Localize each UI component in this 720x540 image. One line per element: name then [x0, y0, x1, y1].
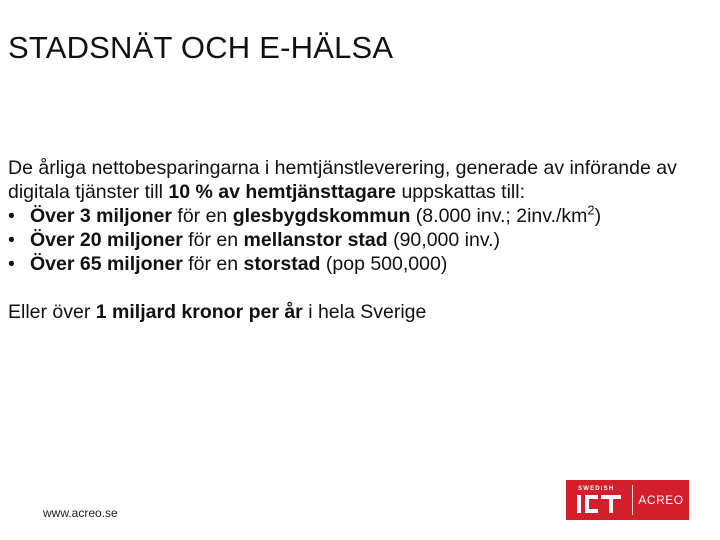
bullet-type: glesbygdskommun [232, 205, 411, 227]
logo-divider [632, 485, 633, 515]
bullet-detail: (pop 500,000) [320, 253, 448, 275]
bullet-type: storstad [243, 253, 321, 275]
bullet-dot: • [8, 229, 15, 251]
bullet-dot: • [8, 253, 15, 275]
logo-swedish-text: SWEDISH [578, 486, 615, 492]
spacer [8, 276, 708, 300]
bullet-amount: Över 65 miljoner [30, 253, 183, 275]
acreo-logo [566, 480, 689, 520]
intro-text-2: uppskattas till: [396, 181, 526, 203]
slide-body [8, 156, 708, 324]
bullet-amount: Över 20 miljoner [30, 229, 183, 251]
bullet-superscript: 2 [587, 202, 595, 218]
logo-acreo-text: ACREO [638, 493, 684, 507]
bullet-text: för en [171, 205, 233, 227]
ict-logo-icon [576, 494, 624, 514]
intro-bold: 10 % av hemtjänsttagare [168, 181, 397, 203]
intro-text-1: De årliga nettobesparingarna i hemtjänstleverering, generade av införande av digitala tjänster till [8, 157, 677, 203]
intro-paragraph [8, 156, 708, 204]
bullet-item [8, 252, 708, 276]
bullet-text: för en [182, 229, 244, 251]
bullet-detail-end: ) [594, 205, 602, 227]
summary-bold: 1 miljard kronor per år [95, 301, 303, 323]
bullet-type: mellanstor stad [243, 229, 388, 251]
slide-title: STADSNÄT OCH E-HÄLSA [8, 30, 394, 65]
bullet-list [8, 204, 708, 276]
bullet-detail: (90,000 inv.) [387, 229, 501, 251]
bullet-item [8, 204, 708, 228]
bullet-detail: (8.000 inv.; 2inv./km [410, 205, 588, 227]
summary-paragraph [8, 300, 708, 324]
bullet-text: för en [182, 253, 244, 275]
bullet-item [8, 228, 708, 252]
summary-text-2: i hela Sverige [302, 301, 427, 323]
summary-text-1: Eller över [8, 301, 96, 323]
bullet-amount: Över 3 miljoner [30, 205, 172, 227]
bullet-dot: • [8, 205, 15, 227]
footer-url[interactable]: www.acreo.se [43, 506, 118, 520]
swedish-ict-mark [566, 480, 632, 520]
